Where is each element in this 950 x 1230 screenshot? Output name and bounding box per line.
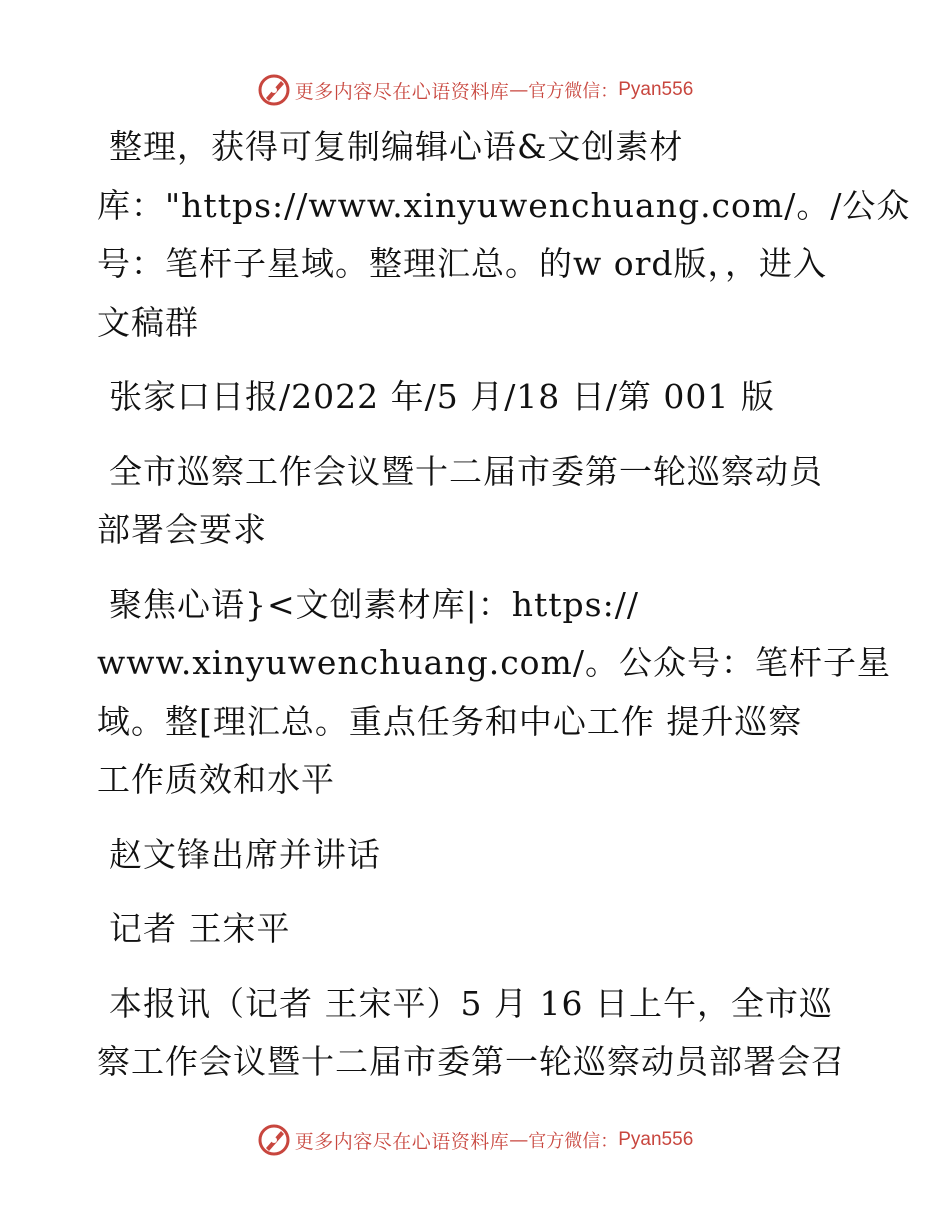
footer-watermark-banner <box>0 1120 950 1160</box>
text-line: 库："https://www.xinyuwenchuang.com/。/公众 <box>97 185 911 225</box>
text-line: 记者 王宋平 <box>109 909 291 948</box>
paragraph-speaker <box>97 826 857 885</box>
banner-dash: — <box>509 1129 529 1151</box>
text-line: 张家口日报/2022 年/5 月/18 日/第 001 版 <box>109 377 775 416</box>
paragraph-intro <box>97 118 911 352</box>
text-line: 号：笔杆子星域。整理汇总。的w ord版，，进入 <box>97 244 828 283</box>
text-line: 本报讯（记者 王宋平）5 月 16 日上午，全市巡 <box>109 983 833 1023</box>
text-line: www.xinyuwenchuang.com/。公众号：笔杆子星 <box>97 643 891 682</box>
document-body <box>97 118 911 1108</box>
header-watermark-banner <box>0 70 950 110</box>
pen-logo-icon <box>257 1123 291 1157</box>
paragraph-body <box>97 975 857 1092</box>
text-line: 工作质效和水平 <box>97 760 335 799</box>
text-line: 察工作会议暨十二届市委第一轮巡察动员部署会召 <box>97 1042 845 1081</box>
text-line: 赵文锋出席并讲话 <box>109 834 381 874</box>
text-line: 文稿群 <box>97 302 199 342</box>
text-line: 域。整[理汇总。重点任务和中心工作 提升巡察 <box>97 701 803 741</box>
text-line: 部署会要求 <box>97 510 267 549</box>
paragraph-headline <box>97 443 857 560</box>
text-line: 整理，获得可复制编辑心语&文创素材 <box>109 127 684 166</box>
site-slogan: 更多内容尽在心语资料库 <box>294 80 510 103</box>
site-slogan: 更多内容尽在心语资料库 <box>294 1130 510 1153</box>
text-line: 全市巡察工作会议暨十二届市委第一轮巡察动员 <box>109 451 823 491</box>
banner-dash: — <box>509 79 529 101</box>
wechat-account: Pyan556 <box>618 79 694 100</box>
pen-logo-icon <box>257 73 291 107</box>
text-line: 聚焦心语}<文创素材库|：https:// <box>109 584 639 624</box>
paragraph-reporter <box>97 900 857 959</box>
wechat-account: Pyan556 <box>618 1129 694 1150</box>
paragraph-source <box>97 368 857 427</box>
wechat-label: 官方微信： <box>528 1131 619 1152</box>
wechat-label: 官方微信： <box>528 81 619 102</box>
paragraph-subheadline <box>97 576 891 810</box>
